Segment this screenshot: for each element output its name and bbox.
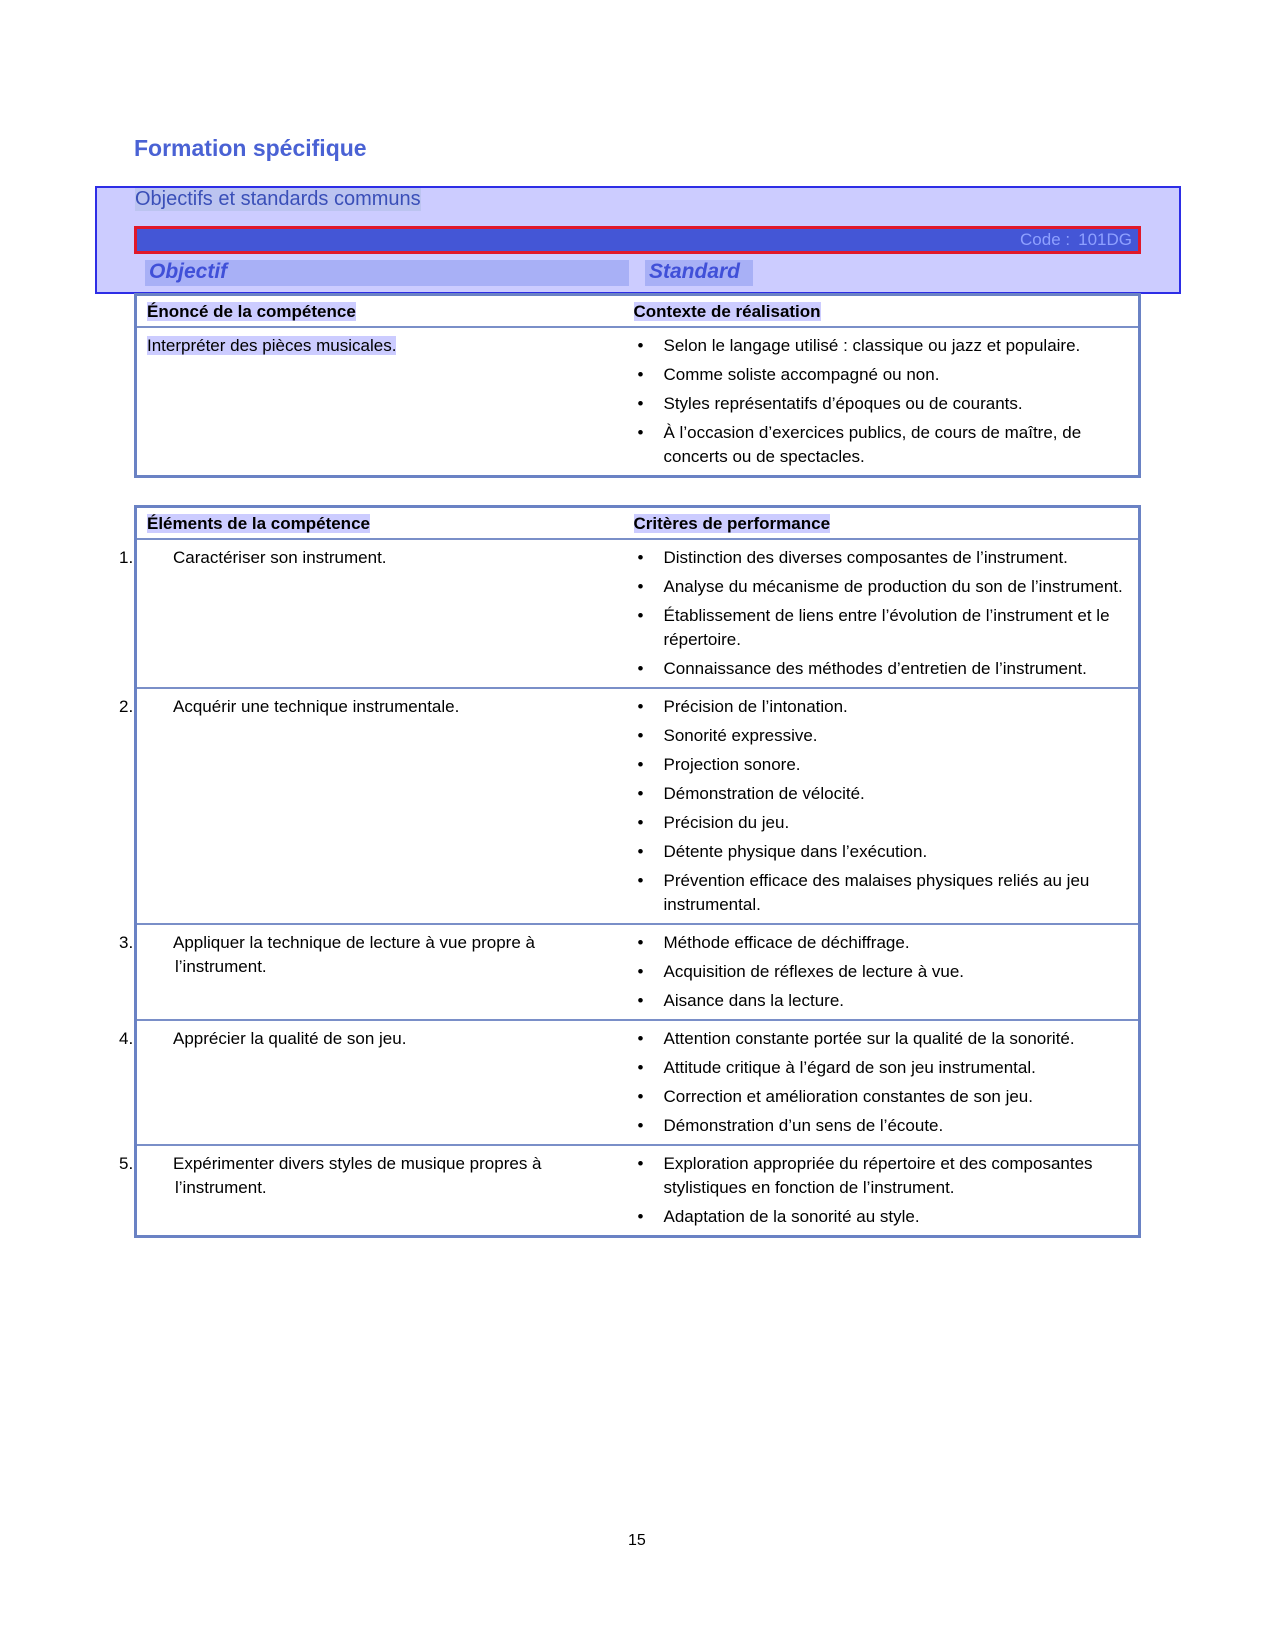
list-item: • Détente physique dans l’exécution. bbox=[634, 840, 1131, 864]
list-item: • Exploration appropriée du répertoire et des composantes stylistiques en fonction de l’instrument. bbox=[634, 1152, 1131, 1200]
table-row bbox=[136, 1020, 1140, 1145]
code-value: 101DG bbox=[1078, 230, 1132, 249]
list-item: • Prévention efficace des malaises physiques reliés au jeu instrumental. bbox=[634, 869, 1131, 917]
competence-statement: Interpréter des pièces musicales. bbox=[136, 327, 624, 477]
list-item: • À l’occasion d’exercices publics, de cours de maître, de concerts ou de spectacles. bbox=[634, 421, 1131, 469]
contexte-heading: Contexte de réalisation bbox=[633, 302, 821, 321]
element-5: 5. Expérimenter divers styles de musique propres à l’instrument. bbox=[119, 1154, 542, 1197]
list-item: • Comme soliste accompagné ou non. bbox=[634, 363, 1131, 387]
enonce-heading: Énoncé de la compétence bbox=[147, 302, 356, 321]
element-4: 4. Apprécier la qualité de son jeu. bbox=[119, 1029, 407, 1048]
objectives-header bbox=[95, 186, 1181, 294]
contexte-list bbox=[634, 334, 1131, 469]
criteria-list bbox=[634, 695, 1131, 917]
page-title: Formation spécifique bbox=[134, 135, 367, 161]
criteria-list bbox=[634, 546, 1131, 681]
table-header-row bbox=[136, 507, 1140, 540]
table-row bbox=[136, 539, 1140, 688]
list-item: • Analyse du mécanisme de production du son de l’instrument. bbox=[634, 575, 1131, 599]
list-item: • Selon le langage utilisé : classique ou jazz et populaire. bbox=[634, 334, 1131, 358]
list-item: • Établissement de liens entre l’évolution de l’instrument et le répertoire. bbox=[634, 604, 1131, 652]
list-item: • Correction et amélioration constantes de son jeu. bbox=[634, 1085, 1131, 1109]
list-item: • Sonorité expressive. bbox=[634, 724, 1131, 748]
criteria-list bbox=[634, 1152, 1131, 1229]
code-bar bbox=[134, 226, 1141, 254]
criteres-heading: Critères de performance bbox=[633, 514, 831, 533]
element-1: 1. Caractériser son instrument. bbox=[119, 548, 387, 567]
list-item: • Démonstration de vélocité. bbox=[634, 782, 1131, 806]
table-row bbox=[136, 1145, 1140, 1237]
list-item: • Attention constante portée sur la qualité de la sonorité. bbox=[634, 1027, 1131, 1051]
list-item: • Distinction des diverses composantes de l’instrument. bbox=[634, 546, 1131, 570]
section-subtitle: Objectifs et standards communs bbox=[135, 188, 421, 210]
enonce-table bbox=[134, 293, 1141, 478]
table-row bbox=[136, 327, 1140, 477]
criteria-list bbox=[634, 931, 1131, 1013]
element-2: 2. Acquérir une technique instrumentale. bbox=[119, 697, 460, 716]
list-item: • Acquisition de réflexes de lecture à vue. bbox=[634, 960, 1131, 984]
list-item: • Aisance dans la lecture. bbox=[634, 989, 1131, 1013]
list-item: • Méthode efficace de déchiffrage. bbox=[634, 931, 1131, 955]
list-item: • Précision de l’intonation. bbox=[634, 695, 1131, 719]
standard-column-heading: Standard bbox=[645, 260, 753, 286]
code-label: Code : bbox=[1020, 230, 1071, 249]
elements-table bbox=[119, 505, 1141, 1238]
table-header-row bbox=[136, 295, 1140, 328]
objectif-column-heading: Objectif bbox=[145, 260, 629, 286]
list-item: • Adaptation de la sonorité au style. bbox=[634, 1205, 1131, 1229]
criteria-list bbox=[634, 1027, 1131, 1138]
table-row bbox=[136, 688, 1140, 924]
list-item: • Connaissance des méthodes d’entretien de l’instrument. bbox=[634, 657, 1131, 681]
list-item: • Projection sonore. bbox=[634, 753, 1131, 777]
page-number: 15 bbox=[628, 1532, 646, 1549]
list-item: • Démonstration d’un sens de l’écoute. bbox=[634, 1114, 1131, 1138]
list-item: • Attitude critique à l’égard de son jeu instrumental. bbox=[634, 1056, 1131, 1080]
element-3: 3. Appliquer la technique de lecture à vue propre à l’instrument. bbox=[119, 933, 535, 976]
contexte-cell bbox=[624, 327, 1140, 477]
list-item: • Styles représentatifs d’époques ou de courants. bbox=[634, 392, 1131, 416]
elements-heading: Éléments de la compétence bbox=[147, 514, 370, 533]
table-row bbox=[136, 924, 1140, 1020]
list-item: • Précision du jeu. bbox=[634, 811, 1131, 835]
